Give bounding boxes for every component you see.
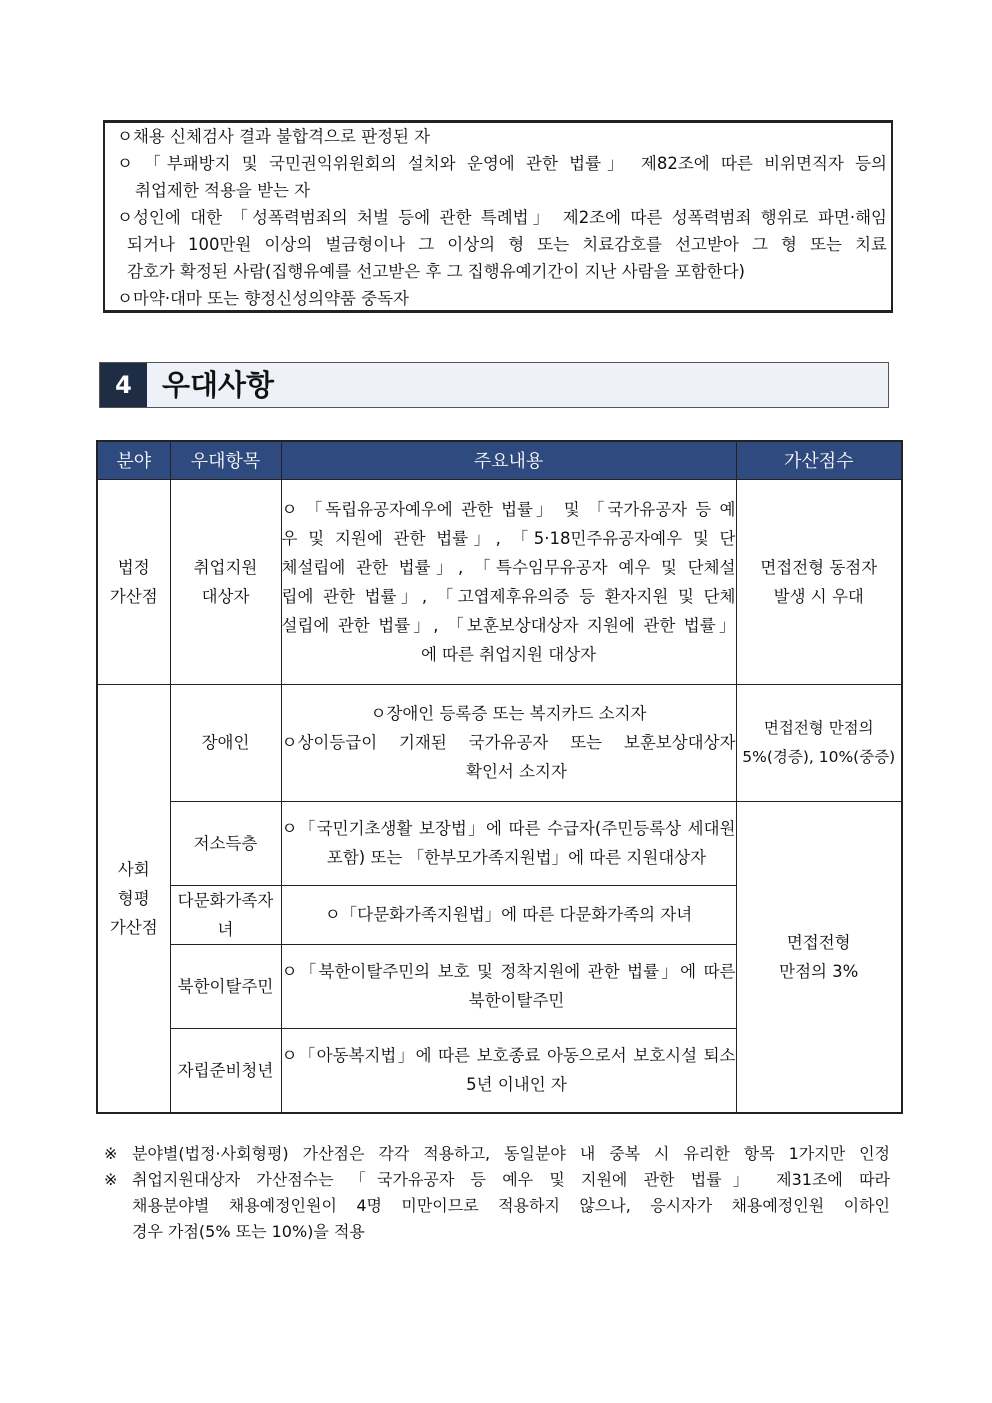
item-cell: 자립준비청년 [170, 1028, 281, 1113]
note-text: 분야별(법정·사회형평) 가산점은 각각 적용하고, 동일분야 내 중복 시 유리한 항목 1가지만 인정 [132, 1144, 890, 1163]
note-text: 취업지원대상자 가산점수는 「국가유공자 등 예우 및 지원에 관한 법률」 제31조에 따라 [132, 1170, 890, 1189]
disqualification-item-cont [127, 231, 887, 258]
header-field: 분야 [97, 441, 170, 479]
content-text: 확인서 소지자 [466, 762, 567, 781]
points-text: 5%(경증), 10%(중증) [742, 747, 896, 766]
section-number: 4 [100, 363, 147, 407]
content-cell [281, 801, 736, 885]
content-text: ㅇ 「독립유공자예우에 관한 법률」 및 「국가유공자 등 예 [281, 499, 736, 519]
content-cell [281, 885, 736, 944]
notes [104, 1141, 890, 1245]
disqualification-item-cont [127, 258, 887, 285]
item-text: 취업지원 [193, 557, 258, 577]
content-cell [281, 684, 736, 801]
points-text: 면접전형 동점자 [760, 557, 878, 577]
field-text: 형평 [117, 888, 150, 908]
note-mark: ※ [104, 1144, 118, 1163]
field-cell-legal [97, 479, 170, 684]
disqualification-item [117, 204, 887, 231]
note-mark: ※ [104, 1170, 118, 1189]
note-item [104, 1141, 890, 1167]
disqualification-item [117, 123, 879, 150]
content-text: ㅇ「아동복지법」에 따른 보호종료 아동으로서 보호시설 퇴소 [281, 1046, 736, 1066]
note-text: 채용분야별 채용예정인원이 4명 미만이므로 적용하지 않으나, 응시자가 채용예정인원 이하인 [132, 1196, 890, 1215]
disqualification-item-cont [135, 177, 887, 204]
field-text: 사회 [117, 859, 150, 879]
field-cell-social [97, 684, 170, 1113]
points-cell [736, 479, 902, 684]
points-text: 면접전형 [786, 932, 851, 952]
field-text: 가산점 [109, 586, 158, 606]
content-text: 에 따른 취업지원 대상자 [420, 644, 597, 664]
table-row-legal [97, 479, 902, 684]
disqualification-item [117, 150, 887, 177]
content-text: 체설립에 관한 법률」, 「특수임무유공자 예우 및 단체설 [281, 557, 736, 577]
content-text: 5년 이내인 자 [466, 1075, 567, 1095]
item-cell: 저소득층 [170, 801, 281, 885]
points-text: 발생 시 우대 [773, 586, 864, 606]
note-item [104, 1167, 890, 1245]
item-cell: 북한이탈주민 [170, 944, 281, 1028]
item-text: 대상자 [201, 586, 250, 606]
content-text: ㅇ상이등급이 기재된 국가유공자 또는 보훈보상대상자 [281, 733, 736, 752]
disqualification-item [117, 285, 887, 312]
item-cell: 다문화가족자녀 [170, 885, 281, 944]
content-text: 우 및 지원에 관한 법률」, 「5·18민주유공자예우 및 단 [281, 528, 736, 548]
item-cell: 장애인 [170, 684, 281, 801]
content-text: ㅇ「북한이탈주민의 보호 및 정착지원에 관한 법률」에 따른 [281, 962, 736, 981]
header-points: 가산점수 [736, 441, 902, 479]
item-cell [170, 479, 281, 684]
note-text: 경우 가점(5% 또는 10%)을 적용 [132, 1222, 365, 1241]
table-row-disabled [97, 684, 902, 801]
field-text: 법정 [117, 557, 150, 577]
disqualification-box [103, 120, 893, 313]
section-header [99, 362, 889, 408]
disqualification-text: 감호가 확정된 사람(집행유예를 선고받은 후 그 집행유예기간이 지난 사람을 포함한다) [127, 262, 745, 281]
content-text: ㅇ「다문화가족지원법」에 따른 다문화가족의 자녀 [324, 905, 693, 924]
points-text: 면접전형 만점의 [763, 718, 874, 737]
header-content: 주요내용 [281, 441, 736, 479]
section-title: 우대사항 [162, 368, 275, 402]
disqualification-text: ㅇ채용 신체검사 결과 불합격으로 판정된 자 [117, 127, 431, 146]
table-row-low-income [97, 801, 902, 885]
table-header-row [97, 441, 902, 479]
disqualification-text: 취업제한 적용을 받는 자 [135, 181, 311, 200]
content-cell [281, 944, 736, 1028]
points-text: 만점의 3% [779, 961, 859, 981]
content-text: 포함) 또는 「한부모가족지원법」에 따른 지원대상자 [326, 848, 707, 867]
content-text: ㅇ「국민기초생활 보장법」에 따른 수급자(주민등록상 세대원 [281, 819, 736, 838]
content-text: 립에 관한 법률」, 「고엽제후유의증 등 환자지원 및 단체 [281, 586, 736, 606]
content-text: 북한이탈주민 [468, 991, 565, 1010]
disqualification-text: 되거나 100만원 이상의 벌금형이나 그 이상의 형 또는 치료감호를 선고받아 그 형 또는 치료 [127, 235, 887, 254]
field-text: 가산점 [109, 917, 158, 937]
content-cell [281, 1028, 736, 1113]
content-text: 설립에 관한 법률」, 「보훈보상대상자 지원에 관한 법률」 [281, 615, 736, 635]
preference-table [96, 440, 903, 1114]
disqualification-text: ㅇ마약·대마 또는 향정신성의약품 중독자 [117, 289, 409, 308]
disqualification-text: ㅇ성인에 대한 「성폭력범죄의 처벌 등에 관한 특례법」 제2조에 따른 성폭력범죄 행위로 파면·해임 [117, 208, 887, 227]
content-cell [281, 479, 736, 684]
disqualification-text: ㅇ 「부패방지 및 국민권익위원회의 설치와 운영에 관한 법률」 제82조에 따른 비위면직자 등의 [117, 154, 887, 173]
content-text: ㅇ장애인 등록증 또는 복지카드 소지자 [370, 704, 647, 723]
header-item: 우대항목 [170, 441, 281, 479]
points-cell [736, 801, 902, 1113]
points-cell [736, 684, 902, 801]
